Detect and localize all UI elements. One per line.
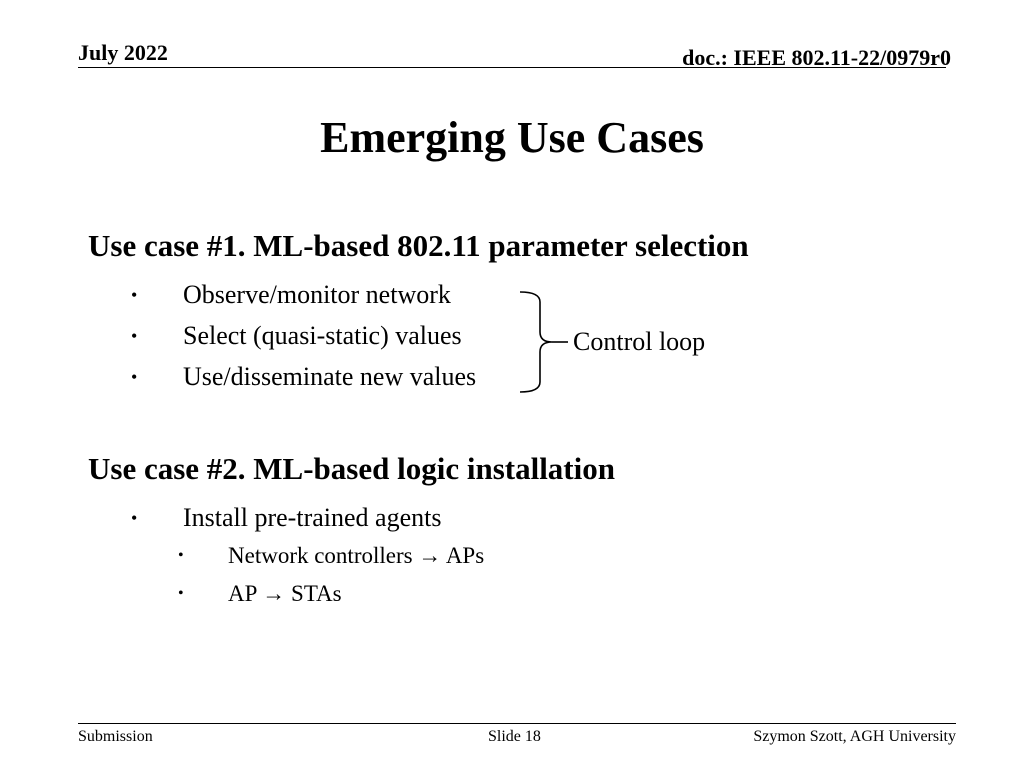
use-case-2-heading: Use case #2. ML-based logic installation	[88, 451, 615, 486]
bullet-icon: •	[178, 547, 184, 564]
list-item	[131, 503, 442, 533]
header-date: July 2022	[78, 40, 168, 65]
bullet-text: AP → STAs	[228, 581, 342, 606]
header-doc-id: doc.: IEEE 802.11-22/0979r0	[682, 45, 951, 70]
header-divider	[78, 67, 946, 68]
list-item	[131, 280, 451, 310]
bullet-icon: •	[131, 285, 138, 305]
curly-brace-icon	[518, 290, 570, 396]
list-item	[131, 321, 462, 351]
bullet-icon: •	[131, 326, 138, 346]
bullet-text: Observe/monitor network	[183, 280, 451, 309]
sub-list-item	[178, 581, 342, 607]
bullet-text: Install pre-trained agents	[183, 503, 442, 532]
control-loop-label: Control loop	[573, 327, 706, 356]
use-case-1-heading: Use case #1. ML-based 802.11 parameter selection	[88, 228, 749, 263]
bullet-text: Use/disseminate new values	[183, 362, 477, 391]
bullet-text: Network controllers → APs	[228, 543, 485, 568]
slide-title: Emerging Use Cases	[320, 113, 704, 162]
footer-submission: Submission	[78, 728, 153, 745]
sub-list-item	[178, 543, 485, 569]
footer-divider	[78, 723, 956, 724]
footer-slide-number: Slide 18	[488, 728, 541, 745]
bullet-icon: •	[178, 585, 184, 602]
bullet-text: Select (quasi-static) values	[183, 321, 462, 350]
bullet-icon: •	[131, 367, 138, 387]
bullet-icon: •	[131, 508, 138, 528]
footer-author: Szymon Szott, AGH University	[753, 728, 956, 745]
list-item	[131, 362, 477, 392]
